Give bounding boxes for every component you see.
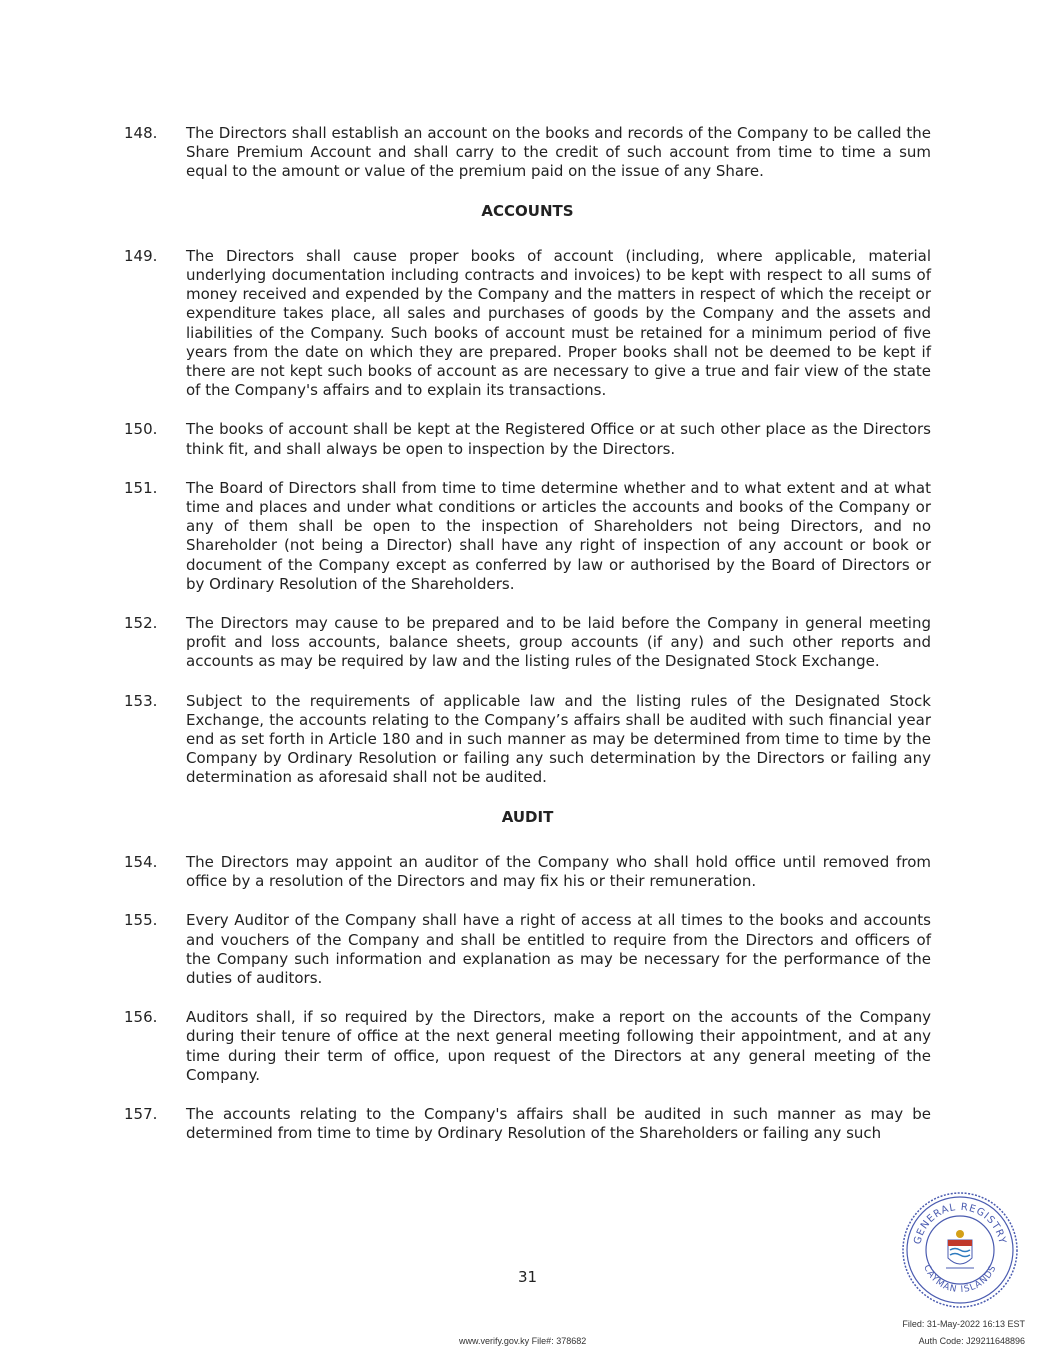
section-heading: ACCOUNTS (481, 201, 574, 220)
article-text: Auditors shall, if so required by the Directors, make a report on the accounts of the Company during their tenure of office at the next general meeting following their appointment, and at any time during their term of office, upon request of the Directors at any general meeting of the Company. (186, 1008, 931, 1084)
article-text: The Board of Directors shall from time to time determine whether and to what extent and at what time and places and under what conditions or articles the accounts and books of the Company or any of them shall be open to the inspection of Shareholders not being Directors, and no Shareholder (not being a Director) shall have any right of inspection of any account or book or document of the Company except as conferred by law or authorised by the Board of Directors or by Ordinary Resolution of the Shareholders. (186, 478, 931, 593)
svg-text:GENERAL REGISTRY: GENERAL REGISTRY (912, 1201, 1008, 1246)
article-paragraph (124, 420, 931, 458)
article-number: 153. (124, 691, 158, 710)
article-number: 149. (124, 246, 158, 265)
article-paragraph (124, 911, 931, 988)
article-paragraph (124, 1105, 931, 1143)
article-number: 154. (124, 852, 158, 871)
article-paragraph (124, 479, 931, 594)
verify-footer: www.verify.gov.ky File#: 378682 (459, 1336, 587, 1346)
article-number: 148. (124, 124, 158, 142)
article-text: The Directors shall cause proper books of account (including, where applicable, material underlying documentation including contracts and invoices) to be kept with respect to all sums of money received and expended by the Company and the matters in respect of which the receipt or expenditure takes place, all sales and purchases of goods by the Company and the assets and liabilities of the Company. Such books of account must be retained for a minimum period of five years from the date on which they are prepared. Proper books shall not be deemed to be kept if there are not kept such books of account as are necessary to give a true and fair view of the state of the Company's affairs and to explain its transactions. (186, 246, 931, 400)
article-text: Every Auditor of the Company shall have a right of access at all times to the books and accounts and vouchers of the Company and shall be entitled to require from the Directors and officers of the Company such information and explanation as may be necessary for the performance of the duties of auditors. (186, 911, 931, 987)
article-paragraph (124, 124, 931, 182)
article-text: The Directors may appoint an auditor of the Company who shall hold office until removed from office by a resolution of the Directors and may fix his or their remuneration. (186, 852, 931, 891)
article-text: Subject to the requirements of applicable law and the listing rules of the Designated Stock Exchange, the accounts relating to the Company’s affairs shall be audited with such financial year end as set forth in Article 180 and in such manner as may be determined from time to time by the Company by Ordinary Resolution or failing any such determination by the Directors or failing any determination as aforesaid shall not be audited. (186, 691, 931, 787)
article-paragraph (124, 247, 931, 401)
article-number: 155. (124, 911, 158, 930)
article-text: The accounts relating to the Company's affairs shall be audited in such manner as may be determined from time to time by Ordinary Resolution of the Shareholders or failing any such (186, 1104, 931, 1143)
article-text: The Directors shall establish an account on the books and records of the Company to be called the Share Premium Account and shall carry to the credit of such account from time to time a sum equal to the amount or value of the premium paid on the issue of any Share. (186, 124, 931, 181)
article-number: 157. (124, 1104, 158, 1123)
article-text: The Directors may cause to be prepared and to be laid before the Company in general meeting profit and loss accounts, balance sheets, group accounts (if any) and such other reports and accounts as may be required by law and the listing rules of the Designated Stock Exchange. (186, 614, 931, 671)
general-registry-seal-icon (900, 1190, 1020, 1310)
article-paragraph (124, 692, 931, 788)
article-number: 151. (124, 478, 158, 497)
article-number: 156. (124, 1008, 158, 1027)
article-paragraph (124, 614, 931, 672)
article-number: 150. (124, 420, 158, 439)
coat-of-arms-icon (946, 1230, 974, 1268)
page-number: 31 (517, 1268, 538, 1286)
article-text: The books of account shall be kept at the Registered Office or at such other place as the Directors think fit, and shall always be open to inspection by the Directors. (186, 420, 931, 458)
svg-text:CAYMAN ISLANDS: CAYMAN ISLANDS (921, 1263, 999, 1296)
filed-timestamp: Filed: 31-May-2022 16:13 EST (902, 1319, 1025, 1329)
auth-code: Auth Code: J29211648896 (918, 1336, 1025, 1346)
section-heading: AUDIT (501, 807, 554, 826)
article-number: 152. (124, 614, 158, 633)
article-paragraph (124, 853, 931, 891)
document-body (124, 124, 931, 1163)
article-paragraph (124, 1008, 931, 1085)
